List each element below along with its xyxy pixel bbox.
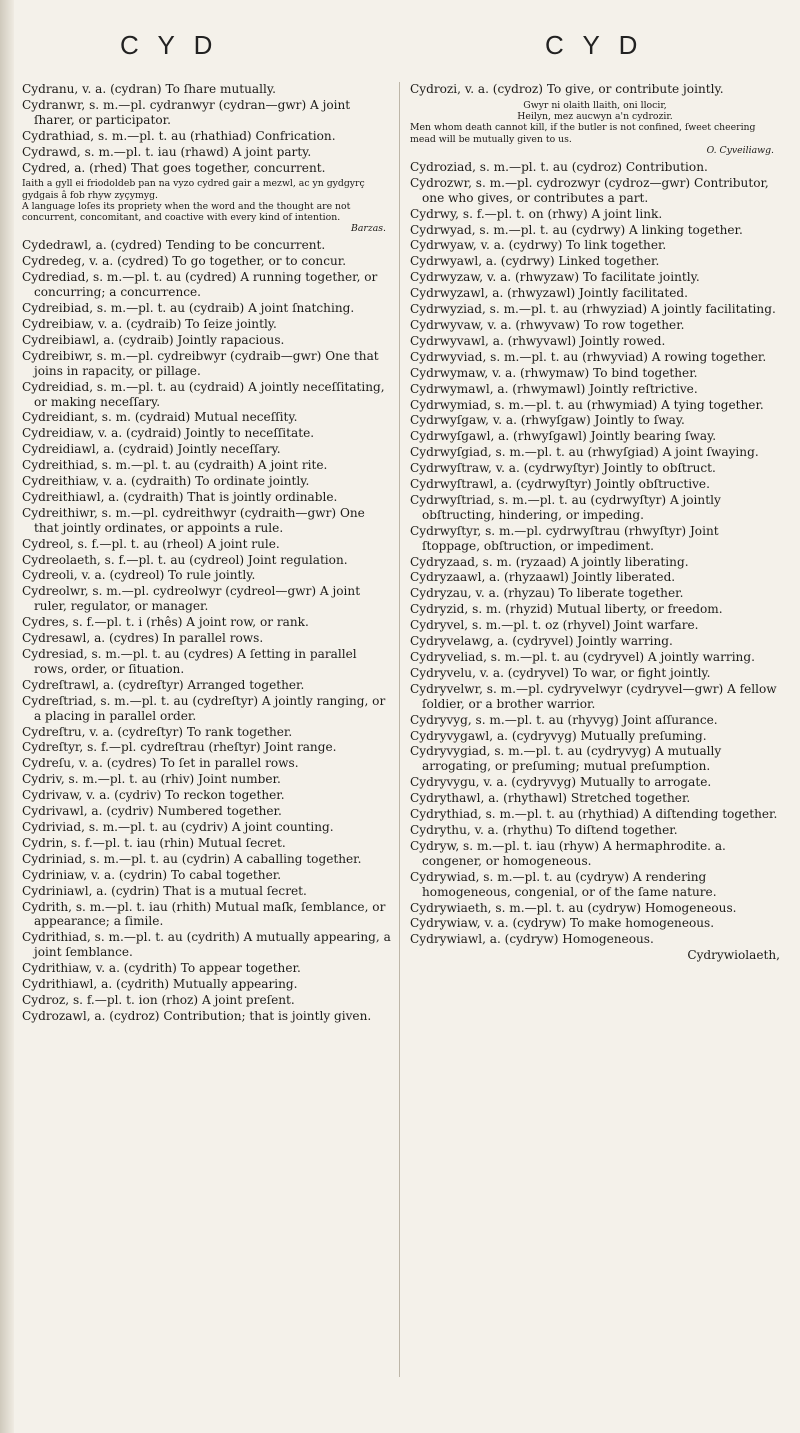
dictionary-entry: Cydrediad, s. m.—pl. t. au (cydred) A running together, or concurring; a concurrence. [22, 270, 378, 300]
dictionary-entry: Cydrwyſtriad, s. m.—pl. t. au (cydrwyſtyr) A jointly obſtructing, hindering, or impeding. [410, 492, 721, 522]
dictionary-entry: Cydres, s. f.—pl. t. i (rhês) A joint row, or rank. [22, 615, 309, 630]
dictionary-entry: Cydryzau, v. a. (rhyzau) To liberate together. [410, 586, 684, 601]
dictionary-entry: Cydreidiad, s. m.—pl. t. au (cydraid) A jointly neceſſitating, or making neceſſary. [22, 379, 385, 409]
dictionary-entry: Cydreithiwr, s. m.—pl. cydreithwyr (cydraith—gwr) One that jointly ordinates, or appoints a rule. [22, 505, 365, 535]
dictionary-entry: Cydrwyzaw, v. a. (rhwyzaw) To facilitate jointly. [410, 270, 700, 285]
dictionary-entry: Cydriniawl, a. (cydrin) That is a mutual ſecret. [22, 883, 307, 898]
dictionary-entry: Cydreolwr, s. m.—pl. cydreolwyr (cydreol—gwr) A joint ruler, regulator, or manager. [22, 584, 361, 614]
dictionary-entry: Cydrwyzawl, a. (rhwyzawl) Jointly facilitated. [410, 286, 688, 301]
dictionary-entry: Cydrwyad, s. m.—pl. t. au (cydrwy) A linking together. [410, 222, 743, 237]
dictionary-entry: Cydrithiad, s. m.—pl. t. au (cydrith) A mutually appearing, a joint ſemblance. [22, 930, 391, 960]
dictionary-entry: Cydryvygu, v. a. (cydryvyg) Mutually to arrogate. [410, 775, 712, 790]
dictionary-entry: Cydrythawl, a. (rhythawl) Stretched together. [410, 791, 691, 806]
dictionary-entry: Cydreſtriad, s. m.—pl. t. au (cydreſtyr) A jointly ranging, or a placing in parallel order. [22, 693, 386, 723]
dictionary-entry: Cydreol, s. f.—pl. t. au (rheol) A joint rule. [22, 536, 280, 551]
running-head-left: C Y D [120, 30, 219, 60]
dictionary-entry: Cydriniaw, v. a. (cydrin) To cabal together. [22, 867, 282, 882]
citation-quote [22, 178, 392, 234]
dictionary-entry: Cydrwyſgiad, s. m.—pl. t. au (rhwyſgiad) A joint ſwaying. [410, 445, 759, 460]
dictionary-entry: Cydryzaad, s. m. (ryzaad) A jointly liberating. [410, 554, 689, 569]
quote-line: Men whom death cannot kill, if the butler is not confined, ſweet cheering mead will be mutually given to us. [410, 122, 756, 145]
dictionary-entry: Cydrywiad, s. m.—pl. t. au (cydryw) A rendering homogeneous, congenial, or of the ſame nature. [410, 869, 717, 899]
dictionary-entry: Cydrivaw, v. a. (cydriv) To reckon together. [22, 788, 285, 803]
dictionary-entry: Cydryzaawl, a. (rhyzaawl) Jointly liberated. [410, 570, 676, 585]
dictionary-entry: Cydrwy, s. f.—pl. t. on (rhwy) A joint link. [410, 206, 663, 221]
dictionary-entry: Cydrwyvaw, v. a. (rhwyvaw) To row together. [410, 317, 685, 332]
dictionary-entry: Cydreoli, v. a. (cydreol) To rule jointly. [22, 568, 256, 583]
dictionary-entry: Cydreithiad, s. m.—pl. t. au (cydraith) A joint rite. [22, 458, 328, 473]
dictionary-entry: Cydrywiaeth, s. m.—pl. t. au (cydryw) Homogeneous. [410, 900, 737, 915]
right-column [410, 82, 780, 964]
column-divider [399, 82, 400, 1377]
dictionary-entry: Cydrywiaw, v. a. (cydryw) To make homogeneous. [410, 916, 715, 931]
dictionary-entry: Cydreidiawl, a. (cydraid) Jointly neceſſary. [22, 442, 281, 457]
dictionary-entry: Cydrwyſgaw, v. a. (rhwyſgaw) Jointly to ſway. [410, 413, 685, 428]
dictionary-entry: Cydreibiaw, v. a. (cydraib) To ſeize jointly. [22, 316, 277, 331]
dictionary-entry: Cydedrawl, a. (cydred) Tending to be concurrent. [22, 238, 326, 253]
dictionary-entry: Cydroz, s. f.—pl. t. ion (rhoz) A joint preſent. [22, 992, 295, 1007]
dictionary-entry: Cydrozwr, s. m.—pl. cydrozwyr (cydroz—gwr) Contributor, one who gives, or contributes a part. [410, 175, 769, 205]
dictionary-entry: Cydreibiwr, s. m.—pl. cydreibwyr (cydraib—gwr) One that joins in rapacity, or pillage. [22, 348, 379, 378]
dictionary-entry: Cydrwyſtyr, s. m.—pl. cydrwyſtrau (rhwyſtyr) Joint ſtoppage, obſtruction, or impediment. [410, 523, 719, 553]
dictionary-entry: Cydreſtru, v. a. (cydreſtyr) To rank together. [22, 724, 293, 739]
dictionary-entry: Cydrozawl, a. (cydroz) Contribution; that is jointly given. [22, 1008, 372, 1023]
dictionary-entry: Cydriviad, s. m.—pl. t. au (cydriv) A joint counting. [22, 819, 334, 834]
dictionary-entry: Cydrwyſtrawl, a. (cydrwyſtyr) Jointly obſtructive. [410, 477, 710, 492]
dictionary-entry: Cydriv, s. m.—pl. t. au (rhiv) Joint number. [22, 772, 281, 787]
dictionary-entry: Cydrathiad, s. m.—pl. t. au (rhathiad) Confrication. [22, 128, 336, 143]
dictionary-entry: Cydrawd, s. m.—pl. t. iau (rhawd) A joint party. [22, 144, 312, 159]
dictionary-entry: Cydroziad, s. m.—pl. t. au (cydroz) Contribution. [410, 159, 708, 174]
dictionary-entry: Cydrwyſtraw, v. a. (cydrwyſtyr) Jointly to obſtruct. [410, 461, 716, 476]
dictionary-entry: Cydranwr, s. m.—pl. cydranwyr (cydran—gwr) A joint ſharer, or participator. [22, 97, 351, 127]
dictionary-entry: Cydreithiawl, a. (cydraith) That is jointly ordinable. [22, 489, 338, 504]
page-binding-edge [0, 0, 14, 1433]
dictionary-entry: Cydryvelwr, s. m.—pl. cydryvelwyr (cydryvel—gwr) A fellow ſoldier, or a brother warrior. [410, 681, 777, 711]
dictionary-entry: Cydreſtyr, s. f.—pl. cydreſtrau (rheſtyr) Joint range. [22, 740, 337, 755]
quote-line: Gwyr ni olaith llaith, oni llocir, [523, 99, 667, 111]
dictionary-entry: Cydrythu, v. a. (rhythu) To diſtend together. [410, 822, 678, 837]
dictionary-entry: Cydrwymaw, v. a. (rhwymaw) To bind together. [410, 365, 698, 380]
quote-line: Iaith a gyll ei friodoldeb pan na vyzo cydred gair a mezwl, ac yn gydgyrç gydgais â fob rhyw zyçymyg. [22, 178, 365, 201]
dictionary-entry: Cydrywiawl, a. (cydryw) Homogeneous. [410, 932, 654, 947]
dictionary-entry: Cydrith, s. m.—pl. t. iau (rhith) Mutual maſk, ſemblance, or appearance; a ſimile. [22, 899, 386, 929]
dictionary-entry: Cydreſtrawl, a. (cydreſtyr) Arranged together. [22, 677, 305, 692]
dictionary-entry: Cydranu, v. a. (cydran) To ſhare mutually. [22, 82, 276, 96]
dictionary-entry: Cydrwyviad, s. m.—pl. t. au (rhwyviad) A rowing together. [410, 349, 767, 364]
dictionary-entry: Cydryvel, s. m.—pl. t. oz (rhyvel) Joint warfare. [410, 618, 699, 633]
dictionary-entry: Cydrywiolaeth, [687, 948, 780, 963]
dictionary-entry: Cydrwymawl, a. (rhwymawl) Jointly reſtrictive. [410, 381, 698, 396]
dictionary-entry: Cydryvygiad, s. m.—pl. t. au (cydryvyg) A mutually arrogating, or preſuming; mutual preſumption. [410, 744, 722, 774]
dictionary-entry: Cydryvelu, v. a. (cydryvel) To war, or fight jointly. [410, 665, 711, 680]
dictionary-entry: Cydreſu, v. a. (cydres) To ſet in parallel rows. [22, 756, 299, 771]
dictionary-entry: Cydredeg, v. a. (cydred) To go together, or to concur. [22, 254, 347, 269]
dictionary-entry: Cydreibiad, s. m.—pl. t. au (cydraib) A joint ſnatching. [22, 301, 355, 316]
dictionary-entry: Cydrithiaw, v. a. (cydrith) To appear together. [22, 961, 301, 976]
dictionary-entry: Cydrwyſgawl, a. (rhwyſgawl) Jointly bearing ſway. [410, 429, 717, 444]
dictionary-entry: Cydryvygawl, a. (cydryvyg) Mutually preſuming. [410, 728, 707, 743]
dictionary-entry: Cydreithiaw, v. a. (cydraith) To ordinate jointly. [22, 474, 310, 489]
running-head-right: C Y D [545, 30, 644, 60]
dictionary-entry: Cydrithiawl, a. (cydrith) Mutually appearing. [22, 977, 298, 992]
dictionary-entry: Cydrwyaw, v. a. (cydrwy) To link together. [410, 238, 667, 253]
dictionary-entry: Cydresiad, s. m.—pl. t. au (cydres) A ſetting in parallel rows, order, or ſituation. [22, 647, 357, 676]
dictionary-entry: Cydrwyvawl, a. (rhwyvawl) Jointly rowed. [410, 333, 666, 348]
dictionary-entry: Cydryveliad, s. m.—pl. t. au (cydryvel) A jointly warring. [410, 650, 755, 665]
left-column [22, 82, 392, 1025]
dictionary-entry: Cydryvyg, s. m.—pl. t. au (rhyvyg) Joint aſſurance. [410, 712, 718, 727]
citation-quote [410, 100, 780, 156]
dictionary-entry: Cydreolaeth, s. f.—pl. t. au (cydreol) Joint regulation. [22, 552, 348, 567]
dictionary-entry: Cydresawl, a. (cydres) In parallel rows. [22, 631, 264, 646]
dictionary-entry: Cydryvelawg, a. (cydryvel) Jointly warring. [410, 634, 673, 649]
quote-line: O. Cyveiliawg. [706, 144, 774, 156]
running-headers [0, 30, 800, 70]
quote-line: A language loſes its propriety when the word and the thought are not concurrent, concomitant, and coactive with every kind of intention. [22, 200, 351, 224]
dictionary-entry: Cydreidiaw, v. a. (cydraid) Jointly to neceſſitate. [22, 426, 315, 441]
dictionary-entry: Cydrwyziad, s. m.—pl. t. au (rhwyziad) A jointly facilitating. [410, 302, 776, 317]
quote-line: Heilyn, mez aucwyn a'n cydrozir. [517, 111, 673, 123]
dictionary-entry: Cydrozi, v. a. (cydroz) To give, or contribute jointly. [410, 82, 724, 96]
dictionary-entry: Cydrwyawl, a. (cydrwy) Linked together. [410, 254, 660, 269]
quote-line: Barzas. [351, 223, 386, 235]
dictionary-entry: Cydrythiad, s. m.—pl. t. au (rhythiad) A diſtending together. [410, 807, 778, 822]
dictionary-entry: Cydreidiant, s. m. (cydraid) Mutual neceſſity. [22, 410, 298, 425]
dictionary-entry: Cydryzid, s. m. (rhyzid) Mutual liberty, or freedom. [410, 602, 723, 617]
dictionary-entry: Cydrivawl, a. (cydriv) Numbered together. [22, 804, 282, 819]
dictionary-entry: Cydrin, s. f.—pl. t. iau (rhin) Mutual ſecret. [22, 835, 286, 850]
dictionary-entry: Cydriniad, s. m.—pl. t. au (cydrin) A caballing together. [22, 851, 362, 866]
dictionary-entry: Cydryw, s. m.—pl. t. iau (rhyw) A hermaphrodite. a. congener, or homogeneous. [410, 838, 726, 868]
dictionary-entry: Cydrwymiad, s. m.—pl. t. au (rhwymiad) A tying together. [410, 397, 764, 412]
dictionary-entry: Cydreibiawl, a. (cydraib) Jointly rapacious. [22, 332, 285, 347]
dictionary-entry: Cydred, a. (rhed) That goes together, concurrent. [22, 160, 326, 175]
